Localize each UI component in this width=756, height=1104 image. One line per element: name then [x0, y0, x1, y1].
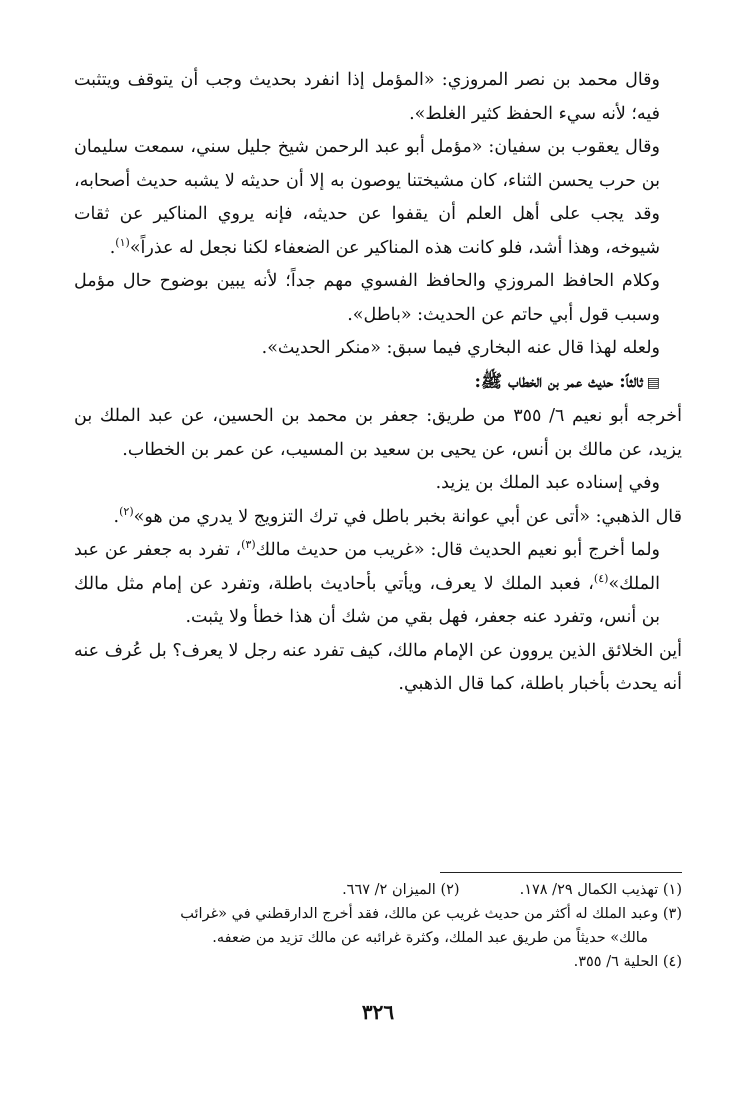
section-heading: ▤ثالثاً: حديث عمر بن الخطاب ﷺ: — [474, 371, 660, 392]
paragraph-isnad: وفي إسناده عبد الملك بن يزيد. — [435, 473, 660, 493]
paragraph-conclusion: أين الخلائق الذين يروون عن الإمام مالك، كيف تفرد عنه رجل لا يعرف؟ بل عُرف عنه أنه يحدث بأخبار باطلة، كما قال الذهبي. — [74, 640, 682, 694]
paragraph-bukhari: ولعله لهذا قال عنه البخاري فيما سبق: «منكر الحديث». — [261, 338, 660, 358]
paragraph-marwazi: وقال محمد بن نصر المروزي: «المؤمل إذا انفرد بحديث وجب أن يتوقف ويتثبت فيه؛ لأنه سيء الحفظ كثير الغلط». — [74, 70, 660, 124]
footnote-divider — [440, 872, 682, 873]
footnote-ref-4: (٤) — [593, 571, 609, 585]
footnotes — [74, 878, 682, 974]
footnote-ref-1: (١) — [115, 235, 130, 249]
paragraph-commentary: وكلام الحافظ المروزي والحافظ الفسوي مهم جداً؛ لأنه يبين بوضوح حال مؤمل وسبب قول أبي حاتم عن الحديث: «باطل». — [74, 271, 660, 325]
main-text — [74, 64, 682, 702]
footnote-3: (٣) وعبد الملك له أكثر من حديث غريب عن مالك، فقد أخرج الدارقطني في «غرائب — [180, 906, 682, 922]
footnote-2: (٢) الميزان ٢/ ٦٦٧. — [342, 882, 460, 898]
footnote-1: (١) تهذيب الكمال ٢٩/ ١٧٨. — [519, 882, 682, 898]
paragraph-yaqub: وقال يعقوب بن سفيان: «مؤمل أبو عبد الرحمن شيخ جليل سني، سمعت سليمان بن حرب يحسن الثناء، كان مشيختنا يوصون به إلا أن حديثه لا يشبه حديث أصحابه، وقد يجب على أهل العلم أن يقفوا عن حديثه، فإنه يروي المناكير عن ثقات شيوخه، وهذا أشد، فلو كانت هذه المناكير عن الضعفاء لكنا نجعل له عذراً»$^{(١)}$. — [74, 137, 660, 258]
footnote-ref-3: (٣) — [241, 538, 256, 552]
footnote-ref-2: (٢) — [119, 504, 134, 518]
section-marker-icon: ▤ — [646, 374, 660, 391]
page-number: ٣٢٦ — [361, 1000, 395, 1024]
paragraph-takhrij: أخرجه أبو نعيم ٦/ ٣٥٥ من طريق: جعفر بن محمد بن الحسين، عن عبد الملك بن يزيد، عن مالك بن أنس، عن يحيى بن سعيد بن المسيب، عن عمر بن الخطاب. — [74, 406, 682, 460]
footnote-3-continued: مالك» حديثاً من طريق عبد الملك، وكثرة غرائبه عن مالك تزيد من ضعفه. — [212, 930, 648, 946]
footnote-4: (٤) الحلية ٦/ ٣٥٥. — [573, 954, 682, 970]
paragraph-dhahabi: قال الذهبي: «أتى عن أبي عوانة بخبر باطل في ترك التزويج لا يدري من هو»$^{(٢)}$. — [113, 504, 682, 527]
paragraph-abu-nuaym: ولما أخرج أبو نعيم الحديث قال: «غريب من حديث مالك$^{(٣)}$، تفرد به جعفر عن عبد الملك»$^{(٤)}$، فعبد الملك لا يعرف، ويأتي بأحاديث باطلة، وتفرد عن إمام مثل مالك بن أنس، وتفرد عنه جعفر، فهل بقي من شك أن هذا خطأ ولا يثبت. — [74, 538, 661, 627]
footnote-row-1-2 — [74, 878, 682, 902]
